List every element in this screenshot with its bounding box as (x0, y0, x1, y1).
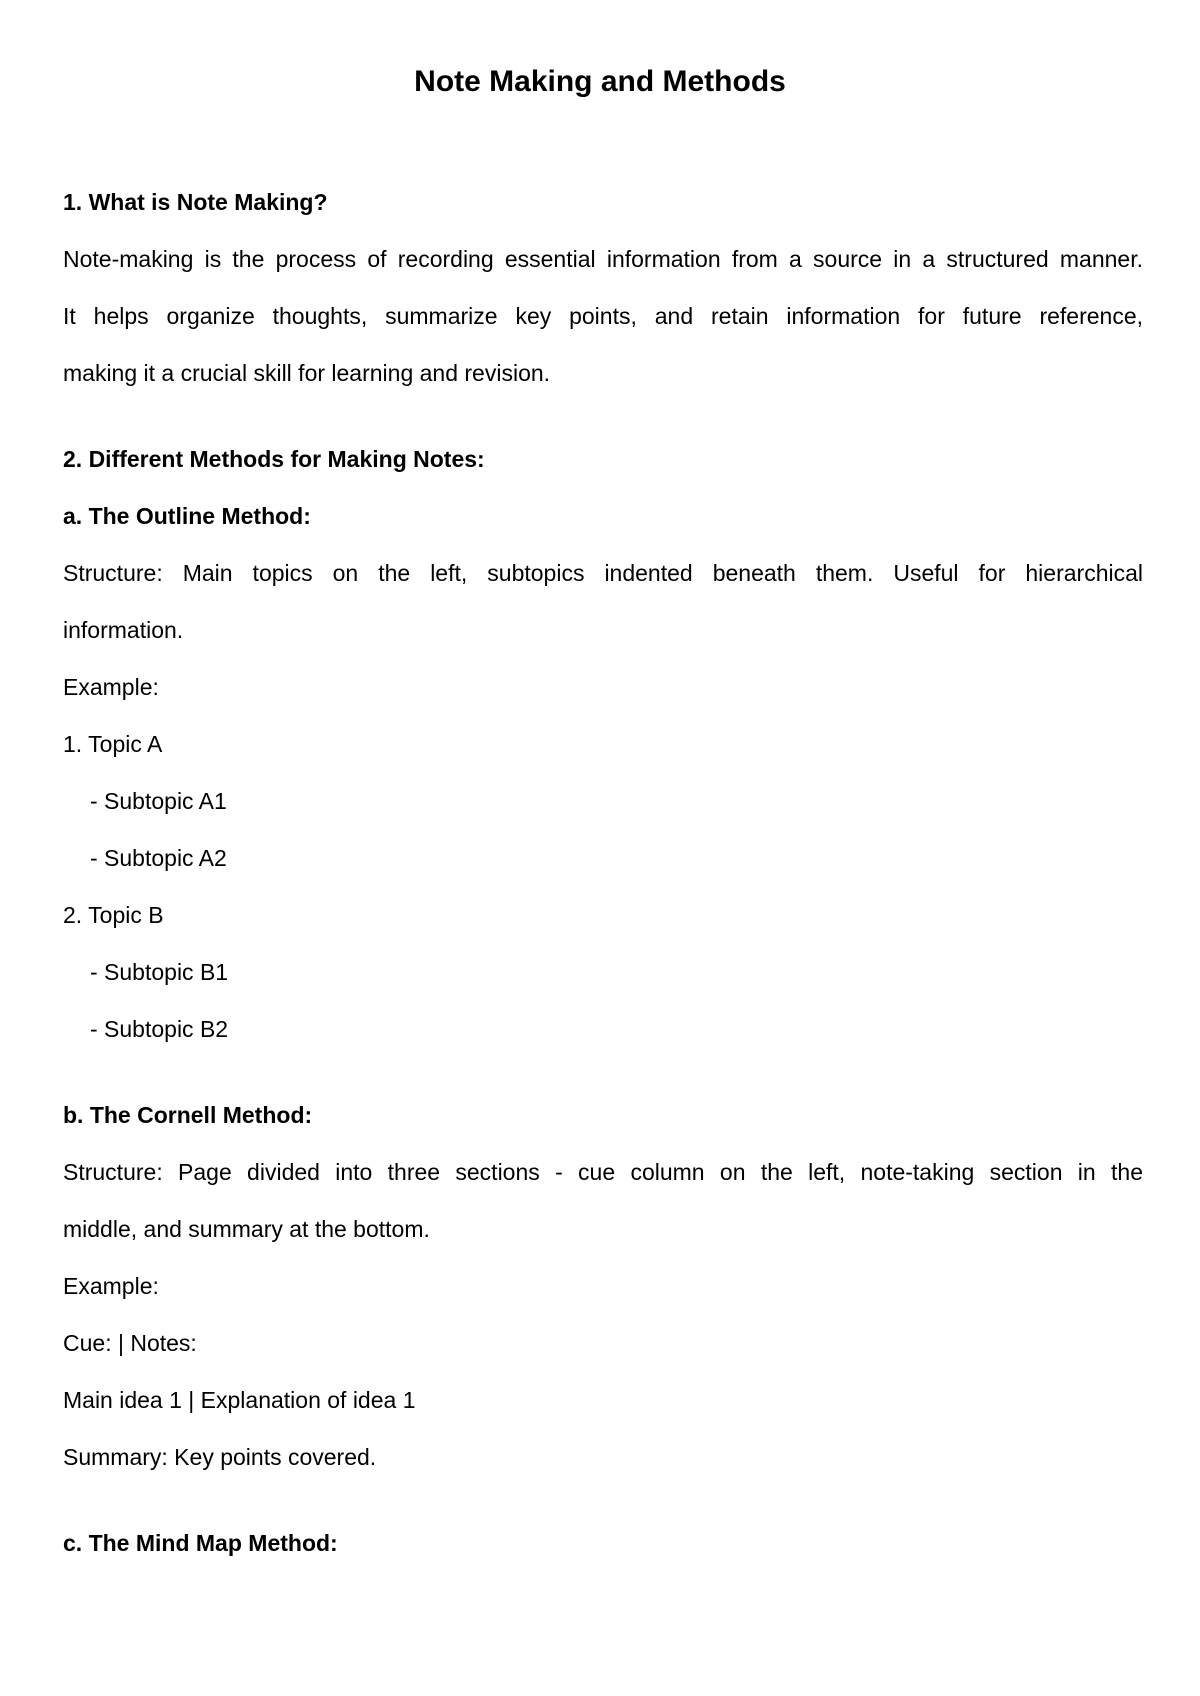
paragraph-line: Note-making is the process of recording essential information from a source in a structured manner. (63, 246, 1143, 272)
subheading-cornell-method: b. The Cornell Method: (63, 1102, 313, 1128)
list-item: 2. Topic B (63, 902, 164, 928)
list-item: - Subtopic B1 (90, 959, 229, 985)
paragraph-line: It helps organize thoughts, summarize key points, and retain information for future reference, (63, 303, 1143, 329)
list-item: 1. Topic A (63, 731, 163, 757)
subheading-outline-method: a. The Outline Method: (63, 503, 311, 529)
paragraph-line: Structure: Page divided into three sections - cue column on the left, note-taking section in the (63, 1159, 1143, 1185)
paragraph-line: making it a crucial skill for learning and revision. (63, 360, 551, 386)
list-item: Cue: | Notes: (63, 1330, 197, 1356)
section-heading-what-is-note-making: 1. What is Note Making? (63, 189, 328, 215)
example-label: Example: (63, 1273, 159, 1299)
list-item: Main idea 1 | Explanation of idea 1 (63, 1387, 416, 1413)
list-item: - Subtopic B2 (90, 1016, 229, 1042)
paragraph-line: information. (63, 617, 184, 643)
example-label: Example: (63, 674, 159, 700)
list-item: - Subtopic A1 (90, 788, 227, 814)
section-heading-methods: 2. Different Methods for Making Notes: (63, 446, 485, 472)
list-item: Summary: Key points covered. (63, 1444, 377, 1470)
page-title: Note Making and Methods (414, 65, 786, 98)
subheading-mind-map-method: c. The Mind Map Method: (63, 1530, 338, 1556)
paragraph-line: Structure: Main topics on the left, subtopics indented beneath them. Useful for hierarchical (63, 560, 1143, 586)
paragraph-line: middle, and summary at the bottom. (63, 1216, 430, 1242)
list-item: - Subtopic A2 (90, 845, 227, 871)
